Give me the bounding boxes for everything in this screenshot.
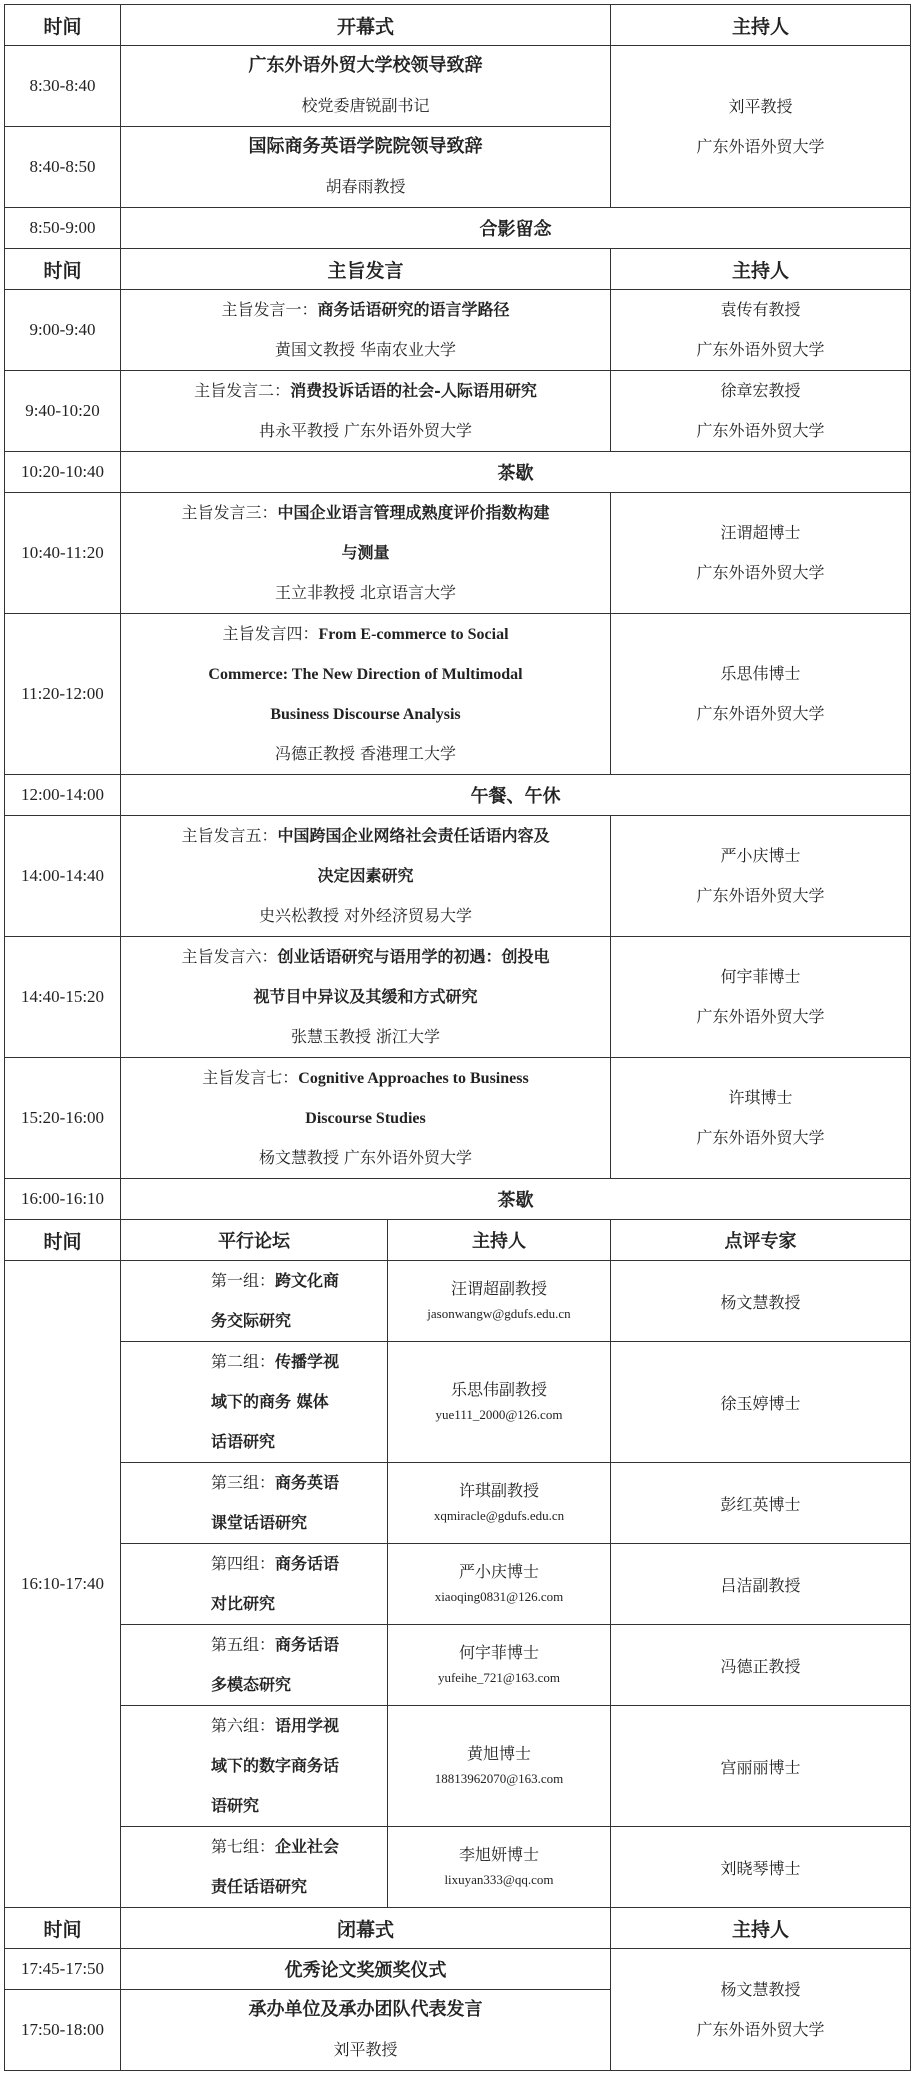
group-title-line: 商务英语: [275, 1473, 340, 1492]
time-header: 时间: [5, 5, 121, 46]
closing-row: [5, 1949, 911, 1990]
keynote-prefix: 主旨发言七：: [202, 1068, 299, 1087]
host-header: 主持人: [611, 1908, 911, 1949]
time-cell: 17:45-17:50: [5, 1949, 121, 1990]
time-cell: 10:20-10:40: [5, 452, 121, 493]
group-prefix: 第七组：: [211, 1837, 276, 1856]
keynote-row: [5, 816, 911, 937]
forum-host-cell: [388, 1827, 611, 1908]
keynote-title: [125, 1058, 606, 1098]
forum-host-name: 李旭妍博士: [458, 1845, 539, 1864]
forum-host-email: 18813962070@163.com: [434, 1771, 564, 1786]
break-title: 茶歇: [121, 452, 911, 493]
time-cell: 9:00-9:40: [5, 290, 121, 371]
keynote-cell: [121, 371, 611, 452]
keynote-speaker: 张慧玉教授 浙江大学: [290, 1027, 441, 1046]
forum-host-email: xqmiracle@gdufs.edu.cn: [433, 1508, 565, 1523]
session-speaker: 校党委唐锐副书记: [301, 96, 430, 115]
forum-row: [5, 1706, 911, 1827]
opening-row: [5, 46, 911, 127]
forum-host-name: 乐思伟副教授: [450, 1380, 547, 1399]
keynote-speaker: 黄国文教授 华南农业大学: [274, 340, 457, 359]
forum-host-email: jasonwangw@gdufs.edu.cn: [427, 1306, 571, 1321]
reviewer-cell: 彭红英博士: [611, 1463, 911, 1544]
group-title-line: 多模态研究: [211, 1675, 292, 1694]
keynote-prefix: 主旨发言六：: [181, 947, 278, 966]
keynote-title-line: 中国企业语言管理成熟度评价指数构建: [277, 503, 550, 522]
forum-host-cell: [388, 1625, 611, 1706]
keynote-cell: [121, 290, 611, 371]
schedule-table: [4, 4, 911, 2071]
keynote-title-header: 主旨发言: [121, 249, 611, 290]
keynote-prefix: 主旨发言四：: [222, 624, 319, 643]
host-name: 乐思伟博士: [720, 664, 801, 683]
closing-header-row: [5, 1908, 911, 1949]
group-title-line: 传播学视: [275, 1352, 340, 1371]
keynote-host-cell: [611, 937, 911, 1058]
keynote-title: [125, 371, 606, 411]
forum-group: [121, 1261, 388, 1342]
host-name: 许琪博士: [728, 1088, 793, 1107]
keynote-title: [125, 816, 606, 856]
host-org: 广东外语外贸大学: [696, 886, 825, 905]
forum-row: [5, 1261, 911, 1342]
keynote-title-line: From E-commerce to Social: [318, 626, 509, 643]
group-title-line: 跨文化商: [275, 1271, 340, 1290]
break-row: [5, 452, 911, 493]
host-name: 徐章宏教授: [720, 381, 801, 400]
session-cell: [121, 127, 611, 208]
keynote-row: [5, 1058, 911, 1179]
keynote-row: [5, 290, 911, 371]
keynote-speaker: 史兴松教授 对外经济贸易大学: [258, 906, 473, 925]
time-cell: 14:00-14:40: [5, 816, 121, 937]
group-prefix: 第五组：: [211, 1635, 276, 1654]
forum-group: [121, 1706, 388, 1827]
forum-row: [5, 1827, 911, 1908]
keynote-host-cell: [611, 816, 911, 937]
group-title-line: 务交际研究: [211, 1311, 292, 1330]
keynote-speaker: 王立非教授 北京语言大学: [274, 583, 457, 602]
host-header: 主持人: [611, 249, 911, 290]
host-name: 刘平教授: [728, 96, 793, 116]
group-title-line: 域下的商务 媒体: [211, 1392, 329, 1411]
reviewer-cell: 吕洁副教授: [611, 1544, 911, 1625]
break-row: [5, 1179, 911, 1220]
time-header: 时间: [5, 249, 121, 290]
keynote-title-line: 创业话语研究与语用学的初遇：创投电: [277, 947, 550, 966]
keynote-speaker: 冯德正教授 香港理工大学: [274, 744, 457, 763]
forum-row: [5, 1463, 911, 1544]
group-title-line: 对比研究: [211, 1594, 276, 1613]
forum-group: [121, 1463, 388, 1544]
forum-header: 平行论坛: [121, 1220, 388, 1261]
host-name: 袁传有教授: [720, 300, 801, 319]
forum-host-email: yufeihe_721@163.com: [437, 1670, 561, 1685]
keynote-prefix: 主旨发言三：: [181, 503, 278, 522]
forum-host-cell: [388, 1342, 611, 1463]
parallel-time-cell: 16:10-17:40: [5, 1261, 121, 1908]
keynote-row: [5, 371, 911, 452]
host-name: 严小庆博士: [720, 846, 801, 865]
lunch-row: [5, 775, 911, 816]
keynote-row: [5, 493, 911, 614]
forum-host-name: 黄旭博士: [466, 1744, 531, 1763]
time-cell: 12:00-14:00: [5, 775, 121, 816]
keynote-prefix: 主旨发言一：: [221, 300, 318, 319]
group-title-line: 语研究: [211, 1796, 260, 1815]
keynote-title: [125, 493, 606, 533]
forum-host-name: 严小庆博士: [458, 1562, 539, 1581]
keynote-title-line: 决定因素研究: [317, 866, 414, 885]
group-title-line: 课堂话语研究: [211, 1513, 308, 1532]
keynote-title-line: Business Discourse Analysis: [270, 706, 461, 723]
time-header: 时间: [5, 1220, 121, 1261]
host-org: 广东外语外贸大学: [696, 2019, 825, 2039]
keynote-title-line: 中国跨国企业网络社会责任话语内容及: [277, 826, 550, 845]
time-cell: 15:20-16:00: [5, 1058, 121, 1179]
closing-title-header: 闭幕式: [121, 1908, 611, 1949]
opening-header-row: [5, 5, 911, 46]
session-speaker: 胡春雨教授: [325, 177, 406, 196]
forum-host-cell: [388, 1706, 611, 1827]
closing-title: 优秀论文奖颁奖仪式: [121, 1949, 611, 1990]
time-cell: 16:00-16:10: [5, 1179, 121, 1220]
forum-host-email: xiaoqing0831@126.com: [434, 1589, 564, 1604]
group-title-line: 语用学视: [275, 1716, 340, 1735]
time-cell: 8:30-8:40: [5, 46, 121, 127]
session-title: 国际商务英语学院院领导致辞: [248, 136, 483, 157]
group-title-line: 话语研究: [211, 1432, 276, 1451]
host-org: 广东外语外贸大学: [696, 563, 825, 582]
reviewer-cell: 刘晓琴博士: [611, 1827, 911, 1908]
group-prefix: 第六组：: [211, 1716, 276, 1735]
keynote-speaker: 杨文慧教授 广东外语外贸大学: [258, 1148, 473, 1167]
keynote-row: [5, 614, 911, 775]
forum-row: [5, 1544, 911, 1625]
forum-host-email: yue111_2000@126.com: [435, 1407, 563, 1422]
time-cell: 17:50-18:00: [5, 1990, 121, 2071]
host-org: 广东外语外贸大学: [696, 340, 825, 359]
forum-row: [5, 1342, 911, 1463]
break-title: 茶歇: [121, 1179, 911, 1220]
forum-host-header: 主持人: [388, 1220, 611, 1261]
forum-host-name: 汪谓超副教授: [450, 1279, 547, 1298]
group-prefix: 第一组：: [211, 1271, 276, 1290]
host-org: 广东外语外贸大学: [696, 704, 825, 723]
host-org: 广东外语外贸大学: [696, 1007, 825, 1026]
time-cell: 8:50-9:00: [5, 208, 121, 249]
group-prefix: 第三组：: [211, 1473, 276, 1492]
session-title: 广东外语外贸大学校领导致辞: [248, 55, 483, 76]
forum-host-cell: [388, 1261, 611, 1342]
time-cell: 9:40-10:20: [5, 371, 121, 452]
keynote-prefix: 主旨发言二：: [194, 381, 291, 400]
time-cell: 14:40-15:20: [5, 937, 121, 1058]
group-title-line: 企业社会: [275, 1837, 340, 1856]
keynote-title-line: Cognitive Approaches to Business: [298, 1070, 529, 1087]
forum-host-email: lixuyan333@qq.com: [444, 1872, 554, 1887]
reviewer-header: 点评专家: [611, 1220, 911, 1261]
time-cell: 11:20-12:00: [5, 614, 121, 775]
keynote-speaker: 冉永平教授 广东外语外贸大学: [258, 421, 473, 440]
parallel-header-row: [5, 1220, 911, 1261]
keynote-cell: [121, 816, 611, 937]
host-org: 广东外语外贸大学: [696, 421, 825, 440]
photo-title: 合影留念: [121, 208, 911, 249]
time-header: 时间: [5, 1908, 121, 1949]
group-title-line: 商务话语: [275, 1554, 340, 1573]
keynote-row: [5, 937, 911, 1058]
keynote-title: [125, 937, 606, 977]
closing-cell: [121, 1990, 611, 2071]
opening-title-header: 开幕式: [121, 5, 611, 46]
forum-host-cell: [388, 1463, 611, 1544]
time-cell: 10:40-11:20: [5, 493, 121, 614]
keynote-host-cell: [611, 371, 911, 452]
keynote-cell: [121, 614, 611, 775]
host-header: 主持人: [611, 5, 911, 46]
keynote-title: [125, 614, 606, 654]
photo-row: [5, 208, 911, 249]
reviewer-cell: 宫丽丽博士: [611, 1706, 911, 1827]
keynote-prefix: 主旨发言五：: [181, 826, 278, 845]
group-title-line: 域下的数字商务话: [211, 1756, 340, 1775]
closing-speaker: 刘平教授: [333, 2040, 398, 2059]
reviewer-cell: 徐玉婷博士: [611, 1342, 911, 1463]
keynote-host-cell: [611, 614, 911, 775]
forum-host-name: 何宇菲博士: [458, 1643, 539, 1662]
closing-title: 承办单位及承办团队代表发言: [248, 1999, 483, 2020]
lunch-title: 午餐、午休: [121, 775, 911, 816]
forum-host-name: 许琪副教授: [458, 1481, 539, 1500]
group-prefix: 第二组：: [211, 1352, 276, 1371]
keynote-host-cell: [611, 290, 911, 371]
forum-group: [121, 1625, 388, 1706]
keynote-host-cell: [611, 1058, 911, 1179]
keynote-cell: [121, 1058, 611, 1179]
keynote-title-line: Commerce: The New Direction of Multimodal: [208, 666, 523, 683]
group-title-line: 责任话语研究: [211, 1877, 308, 1896]
keynote-title-line: 视节目中异议及其缓和方式研究: [253, 987, 478, 1006]
forum-row: [5, 1625, 911, 1706]
group-title-line: 商务话语: [275, 1635, 340, 1654]
session-cell: [121, 46, 611, 127]
forum-group: [121, 1342, 388, 1463]
host-org: 广东外语外贸大学: [696, 136, 825, 156]
keynote-title-line: Discourse Studies: [305, 1110, 426, 1127]
keynote-host-cell: [611, 493, 911, 614]
forum-group: [121, 1827, 388, 1908]
keynote-title-line: 商务话语研究的语言学路径: [317, 300, 510, 319]
host-org: 广东外语外贸大学: [696, 1128, 825, 1147]
keynote-cell: [121, 937, 611, 1058]
forum-host-cell: [388, 1544, 611, 1625]
keynote-title: [125, 290, 606, 330]
host-name: 杨文慧教授: [720, 1979, 801, 1999]
keynote-header-row: [5, 249, 911, 290]
keynote-cell: [121, 493, 611, 614]
keynote-title-line: 与测量: [341, 543, 390, 562]
reviewer-cell: 杨文慧教授: [611, 1261, 911, 1342]
time-cell: 8:40-8:50: [5, 127, 121, 208]
forum-group: [121, 1544, 388, 1625]
closing-host-cell: [611, 1949, 911, 2071]
host-name: 何宇菲博士: [720, 967, 801, 986]
group-prefix: 第四组：: [211, 1554, 276, 1573]
opening-host-cell: [611, 46, 911, 208]
keynote-title-line: 消费投诉话语的社会-人际语用研究: [290, 381, 537, 400]
host-name: 汪谓超博士: [720, 523, 801, 542]
reviewer-cell: 冯德正教授: [611, 1625, 911, 1706]
